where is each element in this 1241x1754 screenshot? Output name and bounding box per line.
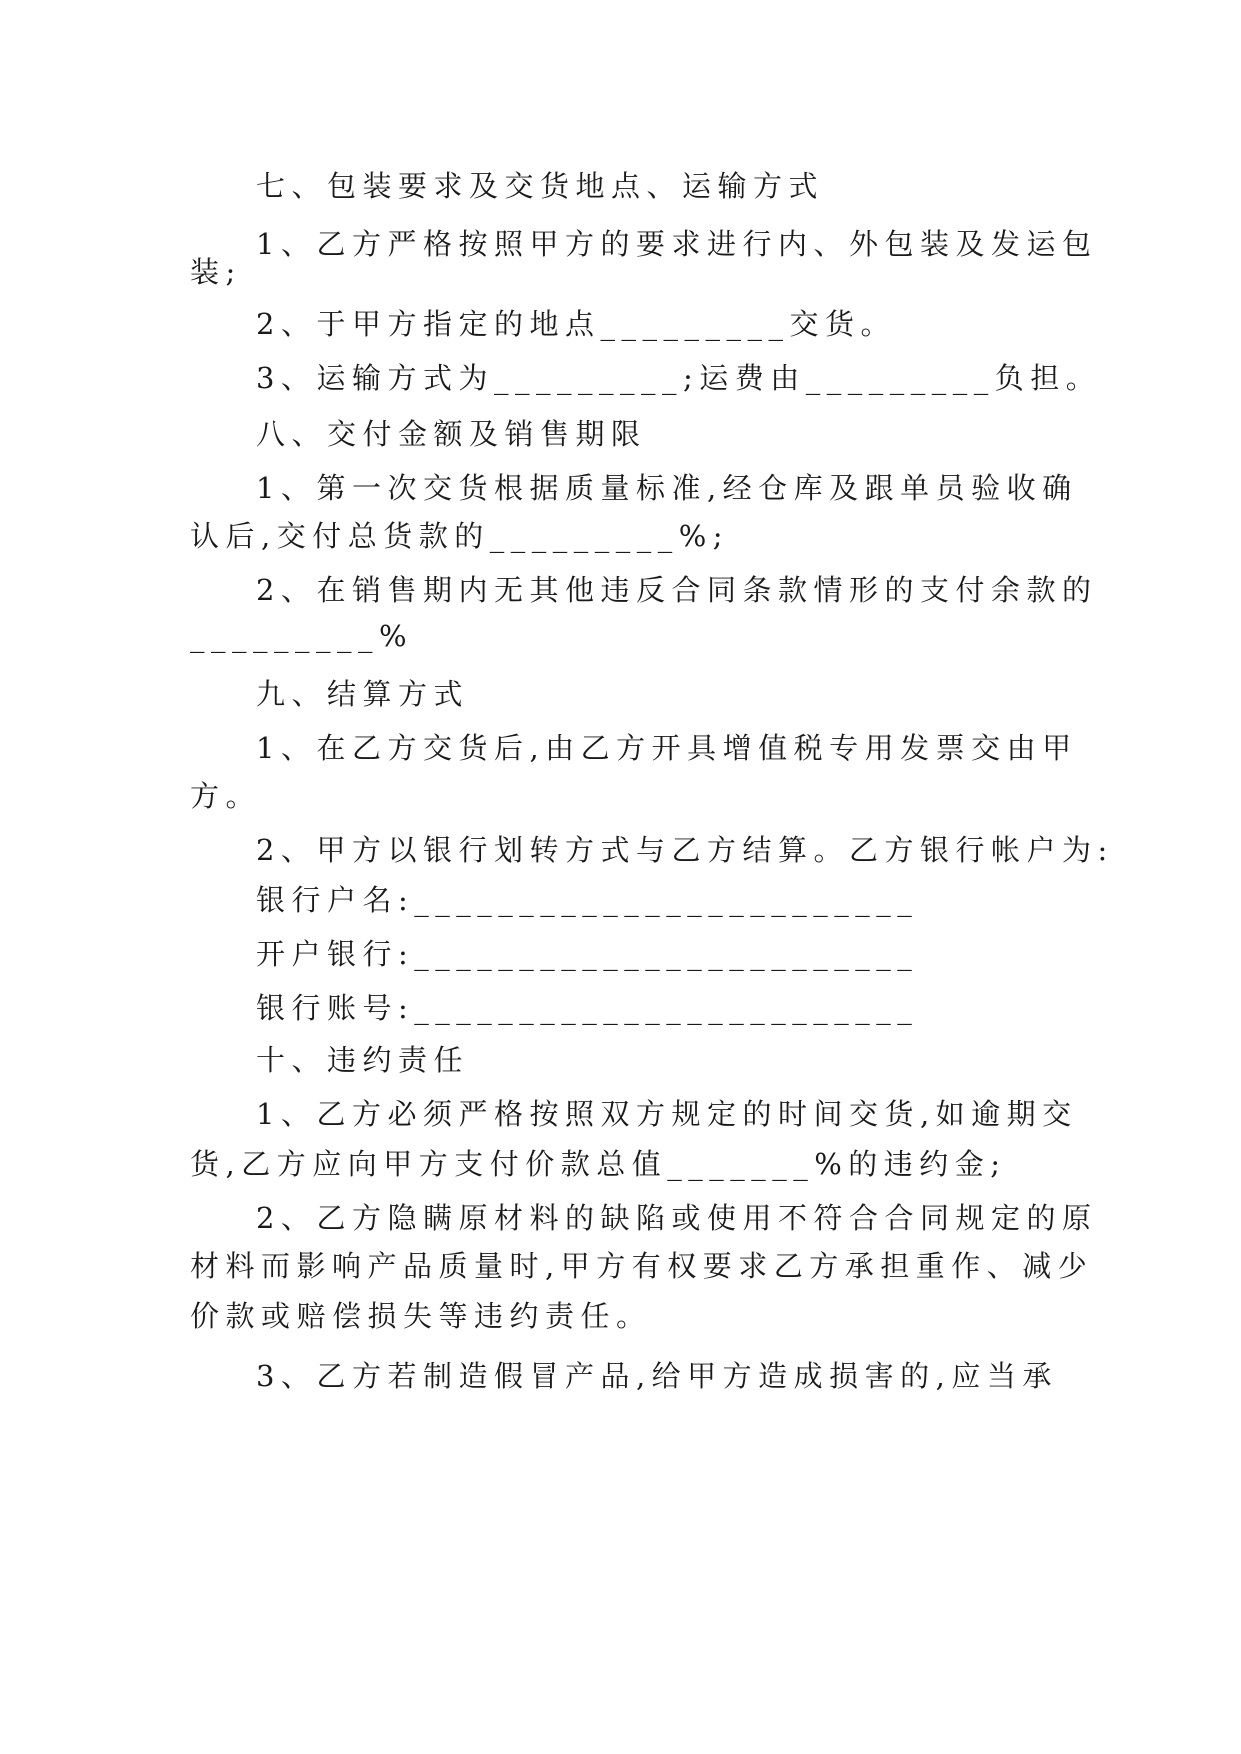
- clause-9-1-line-1: 1、在乙方交货后,由乙方开具增值税专用发票交由甲: [256, 731, 1078, 765]
- clause-8-1-line-2: 认后,交付总货款的_________%;: [190, 519, 730, 553]
- clause-7-1-line-2: 装;: [190, 255, 242, 289]
- clause-10-3-line-1: 3、乙方若制造假冒产品,给甲方造成损害的,应当承: [256, 1359, 1058, 1393]
- bank-account-name-line: 银行户名:________________________: [256, 883, 919, 917]
- clause-7-3: 3、运输方式为_________;运费由_________负担。: [256, 361, 1102, 395]
- clause-8-2-line-1: 2、在销售期内无其他违反合同条款情形的支付余款的: [256, 573, 1098, 607]
- clause-10-1-line-2: 货,乙方应向甲方支付价款总值_______%的违约金;: [190, 1147, 1007, 1181]
- clause-7-1-line-1: 1、乙方严格按照甲方的要求进行内、外包装及发运包: [256, 227, 1098, 261]
- section-10-heading: 十、违约责任: [256, 1043, 470, 1077]
- section-8-heading: 八、交付金额及销售期限: [256, 417, 647, 451]
- clause-10-1-line-1: 1、乙方必须严格按照双方规定的时间交货,如逾期交: [256, 1097, 1078, 1131]
- bank-account-number-line: 银行账号:________________________: [256, 991, 919, 1025]
- clause-7-2: 2、于甲方指定的地点_________交货。: [256, 307, 896, 341]
- clause-9-2: 2、甲方以银行划转方式与乙方结算。乙方银行帐户为:: [256, 833, 1114, 867]
- section-9-heading: 九、结算方式: [256, 677, 470, 711]
- section-7-heading: 七、包装要求及交货地点、运输方式: [256, 169, 825, 203]
- clause-8-2-line-2: _________%: [190, 619, 414, 653]
- clause-10-2-line-2: 材料而影响产品质量时,甲方有权要求乙方承担重作、减少: [190, 1249, 1094, 1283]
- bank-name-line: 开户银行:________________________: [256, 937, 919, 971]
- clause-8-1-line-1: 1、第一次交货根据质量标准,经仓库及跟单员验收确: [256, 471, 1078, 505]
- clause-10-2-line-1: 2、乙方隐瞒原材料的缺陷或使用不符合合同规定的原: [256, 1201, 1098, 1235]
- clause-9-1-line-2: 方。: [190, 779, 262, 813]
- clause-10-2-line-3: 价款或赔偿损失等违约责任。: [190, 1299, 652, 1333]
